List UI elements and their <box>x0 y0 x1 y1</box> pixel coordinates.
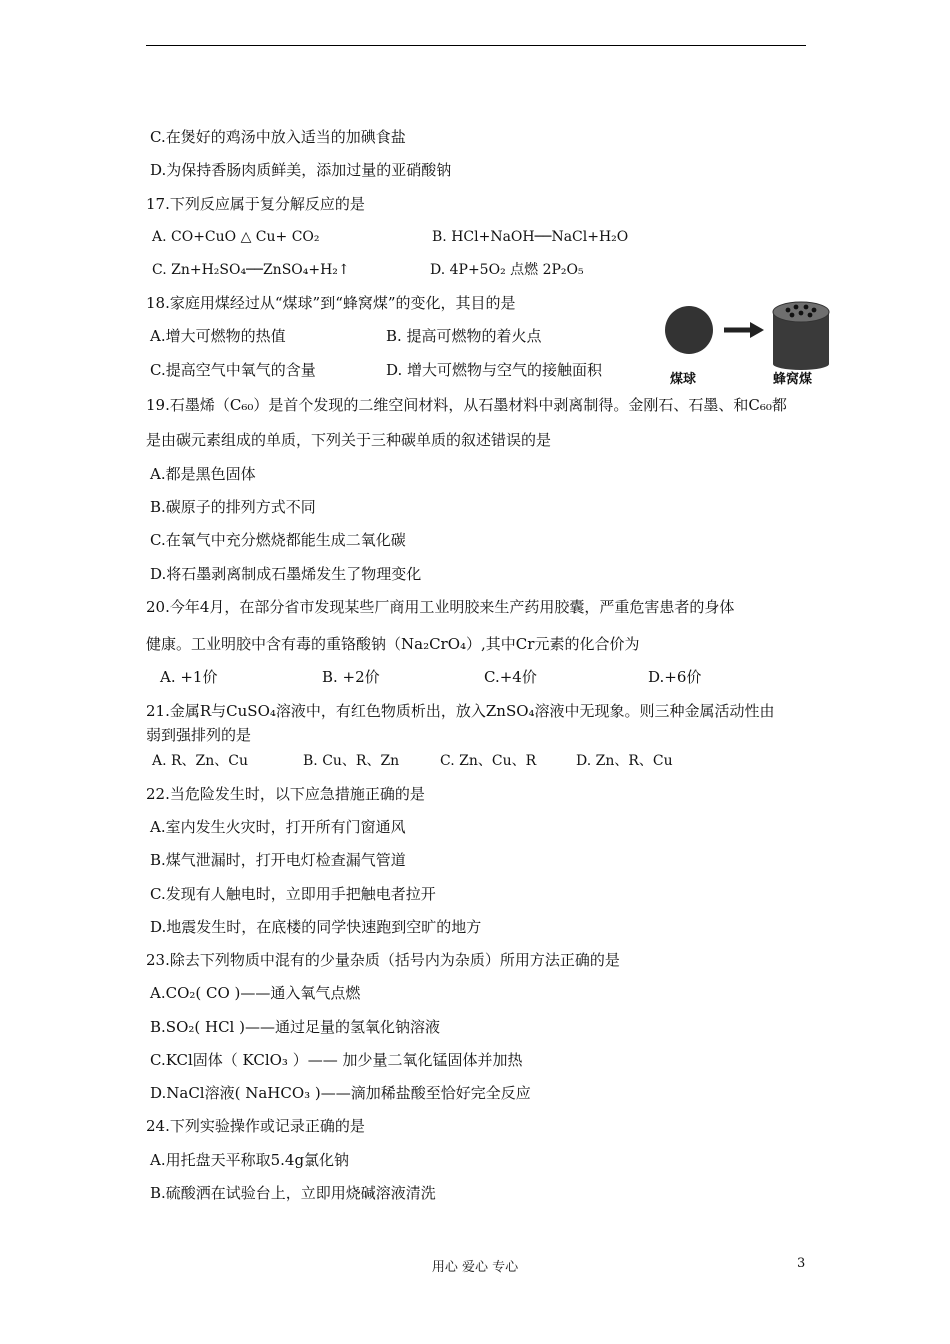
q23-option-c: C.KCl固体（ KClO₃ ）—— 加少量二氧化锰固体并加热 <box>150 1051 523 1069</box>
q19-option-d: D.将石墨剥离制成石墨烯发生了物理变化 <box>150 565 422 583</box>
question-23: 23.除去下列物质中混有的少量杂质（括号内为杂质）所用方法正确的是 <box>146 951 620 969</box>
q22-option-d: D.地震发生时，在底楼的同学快速跑到空旷的地方 <box>150 918 482 936</box>
q18-option-c: C.提高空气中氧气的含量 <box>150 361 316 379</box>
q17-option-a: A. CO+CuO △ Cu+ CO₂ <box>152 229 320 245</box>
q18-option-a: A.增大可燃物的热值 <box>150 327 286 345</box>
coal-figure <box>662 298 842 386</box>
q20-option-c: C.+4价 <box>484 668 537 686</box>
q22-option-b: B.煤气泄漏时，打开电灯检查漏气管道 <box>150 851 406 869</box>
q18-option-d: D. 增大可燃物与空气的接触面积 <box>386 361 603 379</box>
q19-option-c: C.在氧气中充分燃烧都能生成二氧化碳 <box>150 531 406 549</box>
q23-option-a: A.CO₂( CO )——通入氧气点燃 <box>150 984 361 1002</box>
honeycomb-coal-label: 蜂窝煤 <box>773 372 813 387</box>
q17-option-d: D. 4P+5O₂ 点燃 2P₂O₅ <box>430 262 584 278</box>
q23-option-d: D.NaCl溶液( NaHCO₃ )——滴加稀盐酸至恰好完全反应 <box>150 1084 531 1102</box>
q21-option-d: D. Zn、R、Cu <box>576 753 673 769</box>
question-19-cont: 是由碳元素组成的单质，下列关于三种碳单质的叙述错误的是 <box>146 431 552 449</box>
question-22: 22.当危险发生时，以下应急措施正确的是 <box>146 785 425 803</box>
question-21-cont: 弱到强排列的是 <box>146 726 252 744</box>
q17-option-c: C. Zn+H₂SO₄──ZnSO₄+H₂↑ <box>152 262 350 278</box>
question-20: 20.今年4月，在部分省市发现某些厂商用工业明胶来生产药用胶囊，严重危害患者的身体 <box>146 598 735 616</box>
question-18: 18.家庭用煤经过从“煤球”到“蜂窝煤”的变化，其目的是 <box>146 294 516 312</box>
q20-option-b: B. +2价 <box>322 668 380 686</box>
page-number: 3 <box>797 1256 806 1271</box>
question-17: 17.下列反应属于复分解反应的是 <box>146 195 365 213</box>
question-24: 24.下列实验操作或记录正确的是 <box>146 1117 365 1135</box>
question-19: 19.石墨烯（C₆₀）是首个发现的二维空间材料，从石墨材料中剥离制得。金刚石、石墨、和C₆₀都 <box>146 396 787 414</box>
option-16c: C.在煲好的鸡汤中放入适当的加碘食盐 <box>150 128 406 146</box>
q22-option-a: A.室内发生火灾时，打开所有门窗通风 <box>150 818 406 836</box>
q24-option-a: A.用托盘天平称取5.4g氯化钠 <box>150 1151 350 1169</box>
question-21: 21.金属R与CuSO₄溶液中，有红色物质析出，放入ZnSO₄溶液中无现象。则三种金属活动性由 <box>146 702 775 720</box>
q24-option-b: B.硫酸洒在试验台上，立即用烧碱溶液清洗 <box>150 1184 436 1202</box>
coal-ball-label: 煤球 <box>670 372 697 387</box>
q18-option-b: B. 提高可燃物的着火点 <box>386 327 542 345</box>
coal-ball-icon <box>665 306 713 354</box>
q21-option-b: B. Cu、R、Zn <box>303 753 400 769</box>
q19-option-a: A.都是黑色固体 <box>150 465 256 483</box>
option-16d: D.为保持香肠肉质鲜美，添加过量的亚硝酸钠 <box>150 161 452 179</box>
q20-option-a: A. +1价 <box>160 668 218 686</box>
arrow-head-icon <box>750 322 764 338</box>
question-20-cont: 健康。工业明胶中含有毒的重铬酸钠（Na₂CrO₄）,其中Cr元素的化合价为 <box>146 635 640 653</box>
q21-option-c: C. Zn、Cu、R <box>440 753 537 769</box>
q22-option-c: C.发现有人触电时，立即用手把触电者拉开 <box>150 885 436 903</box>
q23-option-b: B.SO₂( HCl )——通过足量的氢氧化钠溶液 <box>150 1018 440 1036</box>
header-rule <box>146 45 806 46</box>
q19-option-b: B.碳原子的排列方式不同 <box>150 498 316 516</box>
q20-option-d: D.+6价 <box>648 668 702 686</box>
page-footer: 用心 爱心 专心 <box>431 1260 519 1275</box>
q21-option-a: A. R、Zn、Cu <box>152 753 249 769</box>
q17-option-b: B. HCl+NaOH──NaCl+H₂O <box>432 229 629 245</box>
